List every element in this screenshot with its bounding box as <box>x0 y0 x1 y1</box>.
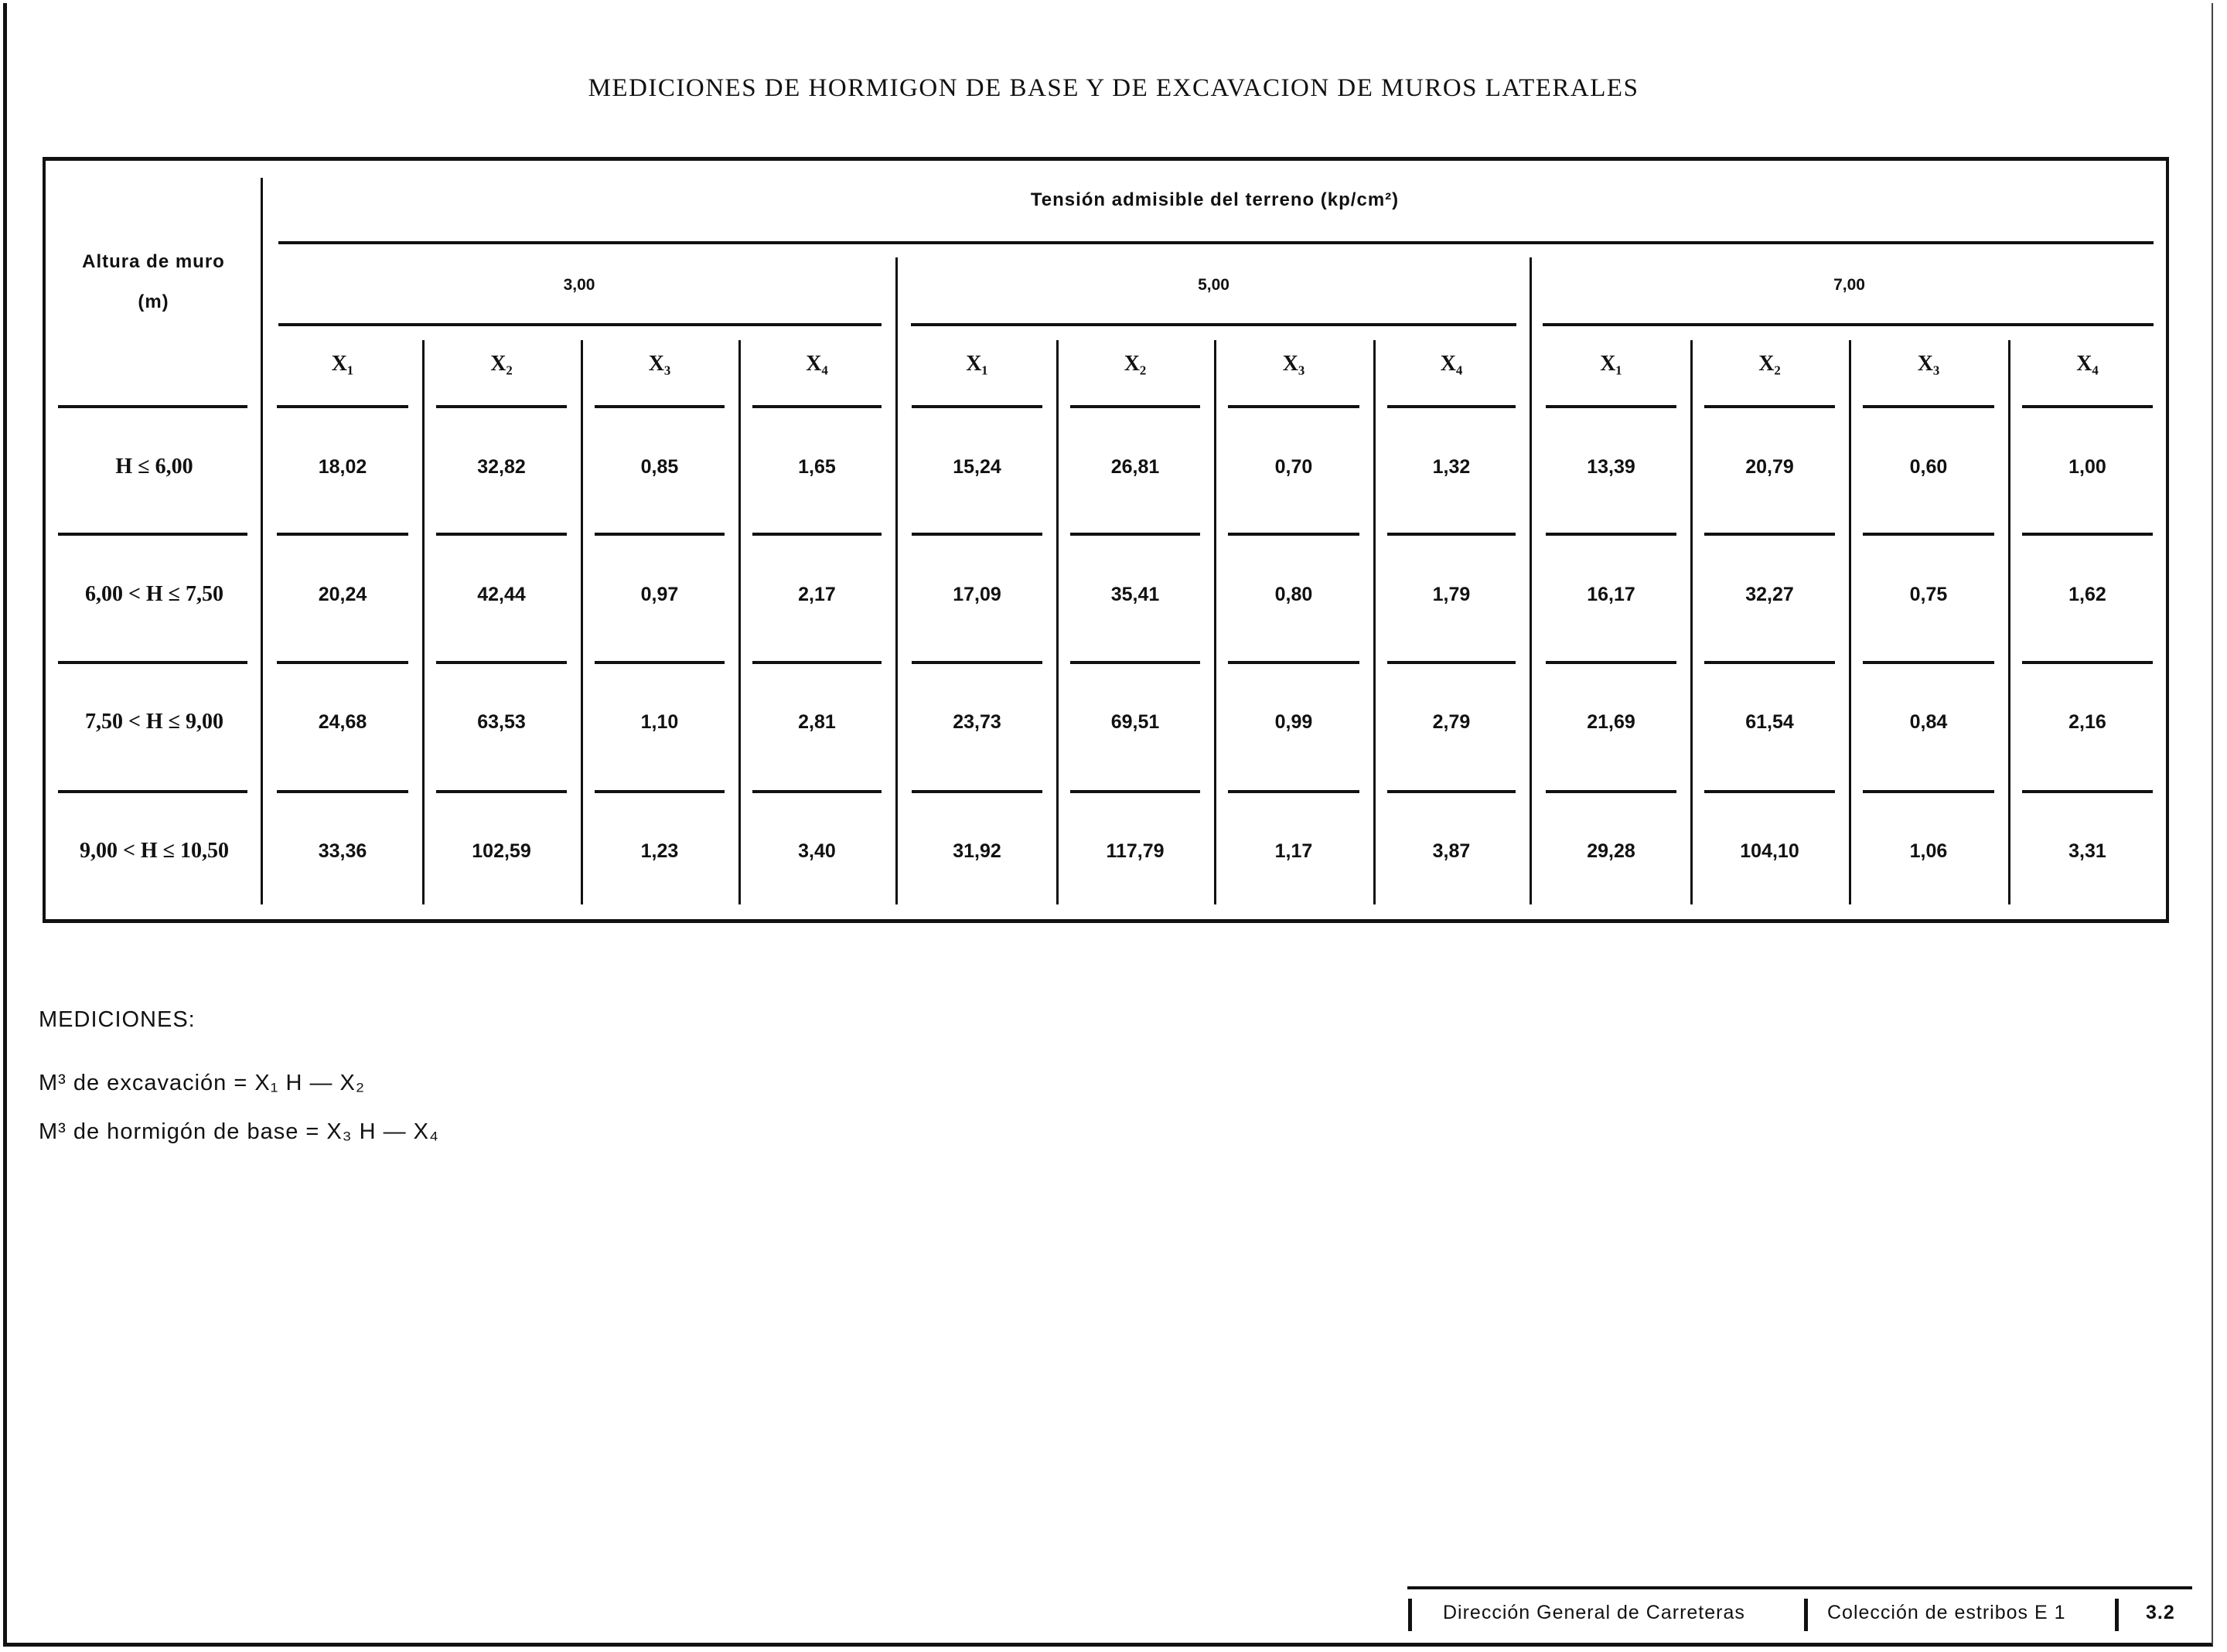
table-cell: 104,10 <box>1740 840 1799 862</box>
formula-excavation: M³ de excavación = X₁ H — X₂ <box>39 1071 366 1095</box>
table-cell: 17,09 <box>953 584 1001 605</box>
subcolumn-header: X₁ <box>1600 352 1622 376</box>
row-separator <box>58 405 247 408</box>
row-separator <box>1070 790 1200 793</box>
row-label: H ≤ 6,00 <box>115 455 193 479</box>
subcolumn-header: X₁ <box>331 352 354 376</box>
row-header-unit: (m) <box>138 291 169 312</box>
subcolumn-divider <box>581 340 583 904</box>
subcolumn-divider <box>422 340 425 904</box>
subcolumn-divider <box>738 340 741 904</box>
row-separator <box>1387 405 1516 408</box>
subcolumn-header: X₃ <box>1917 352 1940 376</box>
subcolumn-header: X₄ <box>1440 352 1463 376</box>
table-cell: 13,39 <box>1587 456 1635 478</box>
table-cell: 1,32 <box>1432 456 1471 478</box>
row-separator <box>2022 405 2153 408</box>
table-cell: 3,40 <box>798 840 836 862</box>
table-cell: 1,23 <box>640 840 679 862</box>
table-cell: 32,27 <box>1745 584 1794 605</box>
table-cell: 1,65 <box>798 456 836 478</box>
row-separator <box>1070 661 1200 664</box>
row-separator <box>1228 405 1359 408</box>
subcolumn-divider <box>1056 340 1059 904</box>
row-separator <box>752 405 882 408</box>
row-separator <box>1387 790 1516 793</box>
subcolumn-header: X₃ <box>648 352 671 376</box>
subcolumn-header: X₂ <box>490 352 513 376</box>
row-separator <box>912 661 1042 664</box>
row-separator <box>1228 790 1359 793</box>
row-label: 7,50 < H ≤ 9,00 <box>84 710 224 734</box>
subcolumn-header: X₁ <box>966 352 988 376</box>
row-separator <box>912 533 1042 536</box>
footer-organization: Dirección General de Carreteras <box>1443 1602 1745 1623</box>
footer-collection: Colección de estribos E 1 <box>1827 1602 2066 1623</box>
group-underline-2 <box>911 323 1516 326</box>
top-header-underline <box>278 241 2154 244</box>
row-label: 9,00 < H ≤ 10,50 <box>79 839 230 863</box>
row-separator <box>1228 661 1359 664</box>
row-separator <box>277 405 408 408</box>
table-cell: 2,81 <box>798 711 836 733</box>
row-separator <box>1704 790 1835 793</box>
row-separator <box>2022 661 2153 664</box>
row-separator <box>436 790 567 793</box>
table-cell: 63,53 <box>477 711 526 733</box>
subcolumn-header: X₃ <box>1282 352 1305 376</box>
table-cell: 0,85 <box>640 456 679 478</box>
table-cell: 117,79 <box>1106 840 1165 862</box>
row-separator <box>1704 405 1835 408</box>
table-cell: 0,80 <box>1274 584 1313 605</box>
table-cell: 1,00 <box>2068 456 2106 478</box>
table-cell: 24,68 <box>318 711 367 733</box>
table-cell: 0,60 <box>1909 456 1948 478</box>
row-separator <box>1704 661 1835 664</box>
row-separator <box>58 661 247 664</box>
table-cell: 35,41 <box>1110 584 1160 605</box>
row-separator <box>436 405 567 408</box>
subcolumn-divider <box>1690 340 1693 904</box>
subcolumn-header: X₄ <box>2076 352 2099 376</box>
row-separator <box>1704 533 1835 536</box>
row-separator <box>277 790 408 793</box>
formula-concrete: M³ de hormigón de base = X₃ H — X₄ <box>39 1119 439 1144</box>
table-cell: 20,24 <box>318 584 367 605</box>
row-label: 6,00 < H ≤ 7,50 <box>84 582 224 606</box>
table-cell: 29,28 <box>1587 840 1635 862</box>
table-cell: 2,79 <box>1432 711 1471 733</box>
footer-rule <box>1407 1586 2192 1589</box>
row-separator <box>2022 790 2153 793</box>
notes-heading: MEDICIONES: <box>39 1007 196 1032</box>
table-cell: 18,02 <box>318 456 367 478</box>
row-separator <box>277 661 408 664</box>
subcolumn-divider <box>1214 340 1216 904</box>
row-separator <box>2022 533 2153 536</box>
row-separator <box>1546 661 1676 664</box>
footer-page-number: 3.2 <box>2146 1602 2175 1623</box>
table-cell: 42,44 <box>477 584 526 605</box>
table-cell: 1,10 <box>640 711 679 733</box>
group-underline-1 <box>278 323 882 326</box>
table-cell: 1,17 <box>1274 840 1313 862</box>
subcolumn-header: X₂ <box>1124 352 1147 376</box>
row-separator <box>436 661 567 664</box>
row-separator <box>752 533 882 536</box>
table-cell: 0,70 <box>1274 456 1313 478</box>
row-separator <box>595 533 725 536</box>
group-label-7: 7,00 <box>1833 276 1865 294</box>
table-cell: 69,51 <box>1110 711 1160 733</box>
row-separator <box>1070 405 1200 408</box>
table-cell: 3,31 <box>2068 840 2106 862</box>
table-cell: 0,99 <box>1274 711 1313 733</box>
table-cell: 33,36 <box>318 840 367 862</box>
table-cell: 0,84 <box>1909 711 1948 733</box>
table-cell: 0,97 <box>640 584 679 605</box>
table-cell: 0,75 <box>1909 584 1948 605</box>
row-separator <box>752 790 882 793</box>
row-separator <box>595 405 725 408</box>
table-cell: 2,16 <box>2068 711 2106 733</box>
table-cell: 15,24 <box>953 456 1001 478</box>
row-separator <box>1863 661 1994 664</box>
row-separator <box>595 790 725 793</box>
row-separator <box>58 790 247 793</box>
subcolumn-divider <box>1373 340 1376 904</box>
row-separator <box>1387 661 1516 664</box>
row-separator <box>1546 405 1676 408</box>
row-separator <box>595 661 725 664</box>
row-separator <box>1546 533 1676 536</box>
row-separator <box>1863 790 1994 793</box>
table-cell: 20,79 <box>1745 456 1794 478</box>
subcolumn-header: X₂ <box>1758 352 1781 376</box>
document-title: MEDICIONES DE HORMIGON DE BASE Y DE EXCAVACION DE MUROS LATERALES <box>588 74 1639 102</box>
row-separator <box>1228 533 1359 536</box>
row-separator <box>752 661 882 664</box>
row-separator <box>912 405 1042 408</box>
row-separator <box>1863 533 1994 536</box>
table-cell: 32,82 <box>477 456 526 478</box>
table-cell: 31,92 <box>953 840 1001 862</box>
row-separator <box>436 533 567 536</box>
table-cell: 1,79 <box>1432 584 1471 605</box>
group-underline-3 <box>1543 323 2154 326</box>
table-cell: 1,06 <box>1909 840 1948 862</box>
footer-separator-3 <box>2115 1599 2119 1631</box>
row-separator <box>277 533 408 536</box>
table-cell: 1,62 <box>2068 584 2106 605</box>
table-cell: 3,87 <box>1432 840 1471 862</box>
table-cell: 102,59 <box>472 840 531 862</box>
table-cell: 21,69 <box>1587 711 1635 733</box>
row-separator <box>1546 790 1676 793</box>
subcolumn-divider <box>1849 340 1851 904</box>
table-cell: 16,17 <box>1587 584 1635 605</box>
table-cell: 61,54 <box>1745 711 1794 733</box>
subcolumn-divider <box>2008 340 2010 904</box>
top-header: Tensión admisible del terreno (kp/cm²) <box>1030 189 1400 210</box>
table-cell: 26,81 <box>1110 456 1160 478</box>
group-label-3: 3,00 <box>563 276 595 294</box>
footer-separator-2 <box>1804 1599 1808 1631</box>
row-separator <box>1070 533 1200 536</box>
row-separator <box>1387 533 1516 536</box>
group-label-5: 5,00 <box>1198 276 1229 294</box>
row-separator <box>1863 405 1994 408</box>
subcolumn-header: X₄ <box>806 352 828 376</box>
table-cell: 23,73 <box>953 711 1001 733</box>
row-separator <box>58 533 247 536</box>
footer-separator-1 <box>1408 1599 1412 1631</box>
table-cell: 2,17 <box>798 584 836 605</box>
row-separator <box>912 790 1042 793</box>
row-header-title: Altura de muro <box>82 251 225 272</box>
